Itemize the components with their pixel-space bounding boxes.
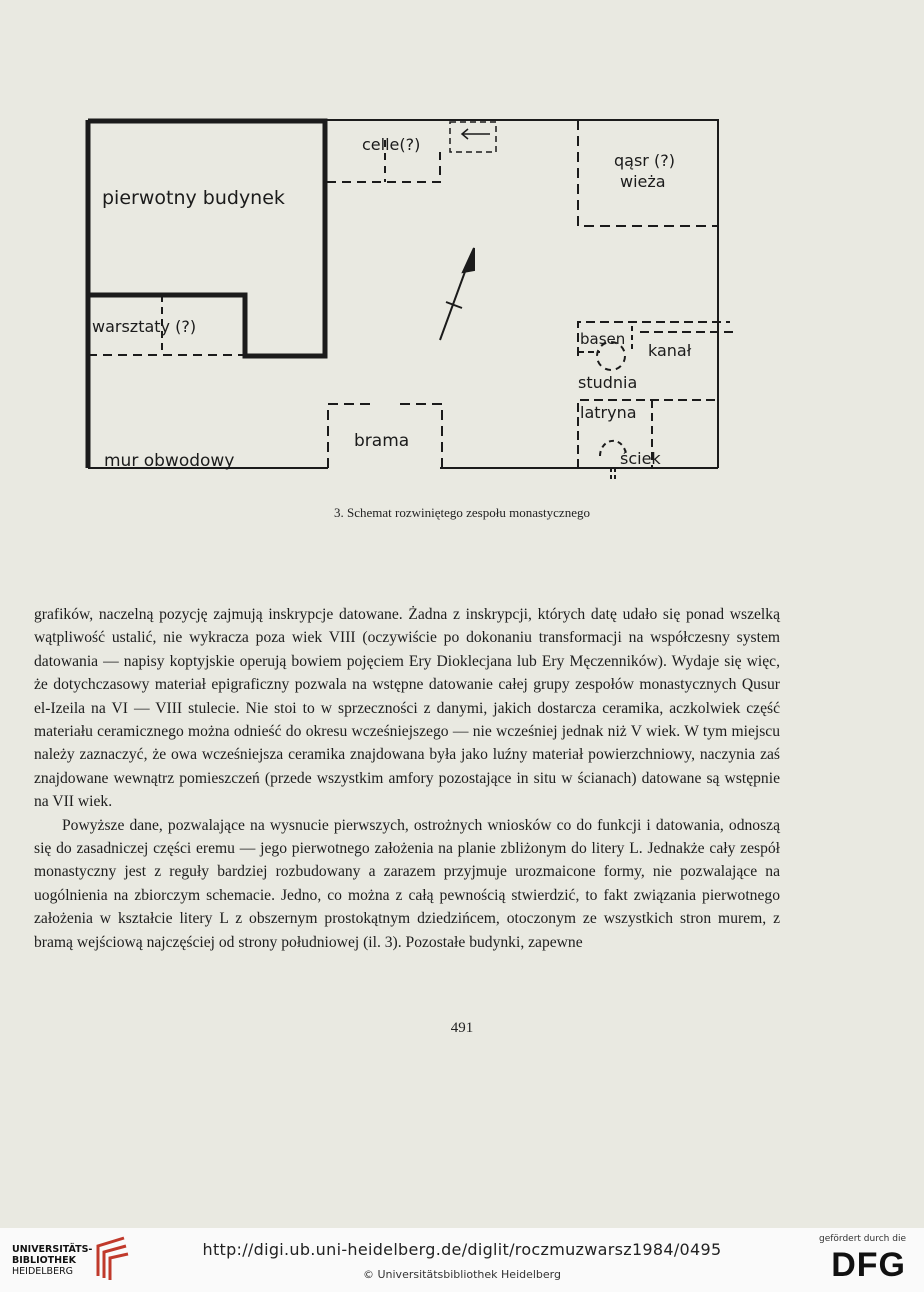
dfg-logo: DFG	[831, 1246, 906, 1284]
footer-bar	[0, 1228, 924, 1292]
label-channel: kanał	[648, 341, 692, 360]
label-gate: brama	[354, 431, 410, 451]
library-line-3: HEIDELBERG	[12, 1266, 74, 1277]
label-wall: mur obwodowy	[104, 451, 235, 471]
body-text	[34, 603, 780, 954]
paragraph: Powyższe dane, pozwalające na wysnucie pierwszych, ostrożnych wniosków co do funkcji i datowania, odnoszą się do zasadniczej części eremu — jego pierwotnego założenia na planie zbliżonym do litery L. Jednakże cały zespół monastyczny jest z reguły bardziej rozbudowany a zarazem przyjmuje urozmaicone formy, nie pozwalające na uogólnienia na zbiorczym schemacie. Jedno, co można z całą pewnością stwierdzić, to fakt związania pierwotnego założenia w kształcie litery L z obszernym prostokątnym dziedzińcem, otoczonym ze wszystkich stron murem, z bramą wejściową najczęściej od strony południowej (il. 3). Pozostałe budynki, zapewne	[34, 816, 780, 951]
copyright-notice: © Universitätsbibliothek Heidelberg	[362, 1268, 561, 1281]
plan-drawing	[80, 112, 740, 482]
label-latrine: latryna	[580, 403, 637, 422]
label-drain: ściek	[620, 449, 661, 468]
label-pool: basen	[580, 330, 626, 348]
label-cells: celle(?)	[362, 135, 421, 154]
library-line-1: UNIVERSITÄTS-	[12, 1244, 93, 1255]
funded-by-label: gefördert durch die	[819, 1234, 906, 1244]
paragraph: grafików, naczelną pozycję zajmują inskrypcje datowane. Żadna z inskrypcji, których datę udało się ponad wszelką wątpliwość ustalić, nie wykracza poza wiek VIII (oczywiście po dokonaniu transformacji na współczesny system datowania — napisy koptyjskie operują bowiem pojęciem Ery Dioklecjana lub Ery Męczenników). Wydaje się więc, że dotychczasowy materiał epigraficzny pozwala na wstępne datowanie całej grupy zespołów monastycznych Qusur el-Izeila na VI — VIII stulecie. Nie stoi to w sprzeczności z danymi, jakich dostarcza ceramika, aczkolwiek część materiału ceramicznego można odnieść do okresu wcześniejszego — nie wcześniej jednak niż V wiek. W tym miejscu należy zaznaczyć, że owa wcześniejsza ceramika znajdowana była jako luźny materiał powierzchniowy, naczynia zaś znajdowane wewnątrz pomieszczeń (przede wszystkim amfory pozostające in situ w ścianach) datowane są wstępnie na VII wiek.	[34, 606, 780, 811]
label-qasr: qąsr (?)	[614, 151, 675, 170]
page-number: 491	[450, 1020, 474, 1036]
label-workshops: warsztaty (?)	[92, 317, 197, 336]
monastery-plan-figure	[80, 112, 740, 482]
figure-caption: 3. Schemat rozwiniętego zespołu monastycznego	[334, 505, 590, 520]
library-line-2: BIBLIOTHEK	[12, 1255, 76, 1266]
label-original-building: pierwotny budynek	[102, 187, 285, 209]
label-well: studnia	[578, 373, 638, 392]
source-url-link[interactable]: http://digi.ub.uni-heidelberg.de/diglit/roczmuzwarsz1984/0495	[202, 1240, 722, 1259]
label-tower: wieża	[620, 172, 666, 191]
